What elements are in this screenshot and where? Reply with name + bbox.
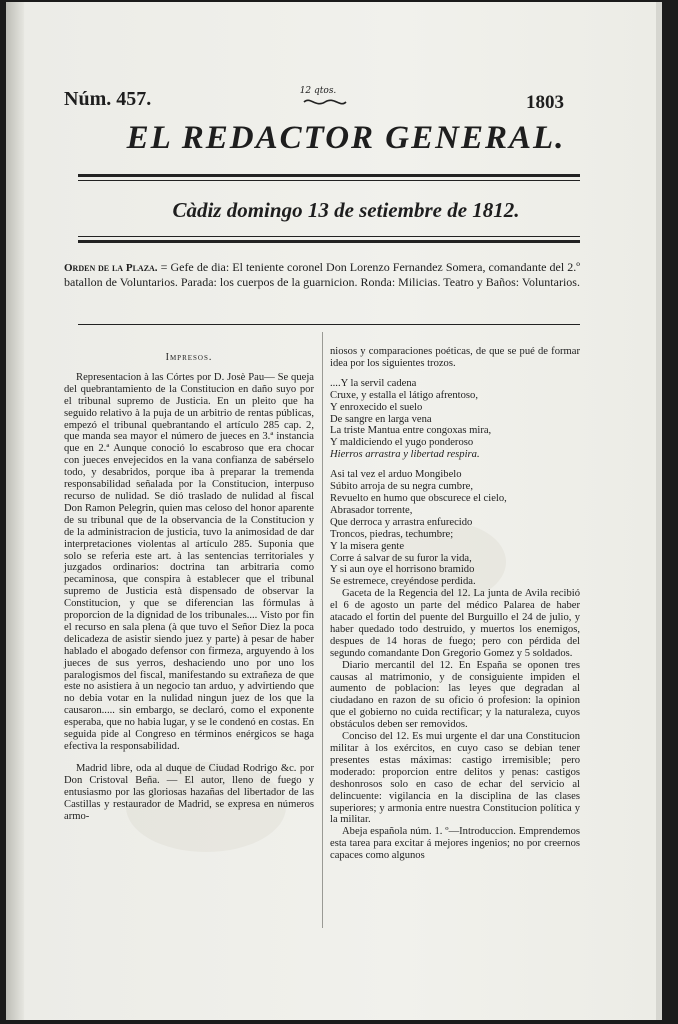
verse-line: Revuelto en humo que obscurece el cielo,: [330, 492, 507, 504]
masthead-rule-thin: [78, 180, 580, 181]
abeja-paragraph: Abeja española núm. 1. º—Introduccion. Emprendemos esta tarea para excitar á mejores ingenios; no por creernos capaces como algunos: [330, 826, 580, 862]
left-column: [64, 346, 314, 822]
verse-line: Cruxe, y estalla el látigo afrentoso,: [330, 389, 478, 401]
verse-line: La triste Mantua entre congoxas mira,: [330, 425, 492, 437]
verse-line: Y enroxecido el suelo: [330, 401, 423, 413]
page-edge: [656, 2, 662, 1020]
orden-text: = Gefe de dia: El teniente coronel Don Lorenzo Fernandez Somera, comandante del 2.º batallon de Voluntarios. Parada: los cuerpos de la guarnicion. Ronda: Milicias. Teatro y Baños: Voluntarios.: [64, 260, 580, 289]
verse-line: Troncos, piedras, techumbre;: [330, 528, 454, 540]
verse-stanza-2: [330, 469, 580, 588]
column-divider: [322, 332, 323, 928]
verse-line: Corre á salvar de su furor la vida,: [330, 552, 472, 564]
issue-year: 1803: [526, 92, 564, 113]
verse-line: Abrasador torrente,: [330, 504, 413, 516]
gaceta-paragraph: Gaceta de la Regencia del 12. La junta de Avila recibió el 6 de agosto un parte del médico Palarea de haber atacado el fortin del puente del Burguillo el 24 de julio, y haber quedado todo destruido, y muertos los enemigos, despues de 14 horas de fuego; pero con pérdida del segundo comandante Don Gregorio Gomez y 5 soldados.: [330, 588, 580, 659]
verse-line: Y si aun oye el horrisono bramido: [330, 564, 475, 576]
verse-line: Y la misera gente: [330, 540, 405, 552]
orden-de-la-plaza: [64, 260, 580, 289]
right-column: [330, 346, 580, 862]
verse-line: Y maldiciendo el yugo ponderoso: [330, 437, 474, 449]
ornament-flourish-icon: [302, 96, 348, 108]
issue-number: Núm. 457.: [64, 88, 152, 110]
orden-heading: Orden de la Plaza.: [64, 262, 158, 274]
dateline: Càdiz domingo 13 de setiembre de 1812.: [172, 198, 520, 222]
dateline-rule: [78, 240, 580, 243]
section-rule: [78, 324, 580, 325]
verse-line: De sangre en larga vena: [330, 413, 432, 425]
madrid-libre-paragraph: Madrid libre, oda al duque de Ciudad Rodrigo &c. por Don Cristoval Beña. — El autor, lleno de fuego y entusiasmo por las gloriosas hazañas del libertador de las Castillas y restaurador de Madrid, se expresa en números armo-: [64, 762, 314, 822]
verse-line: ....Y la servil cadena: [330, 377, 417, 389]
continuation-paragraph: niosos y comparaciones poéticas, de que se pué de formar idea por los siguientes trozos.: [330, 346, 580, 369]
verse-stanza-1: [330, 378, 580, 461]
newspaper-page: [6, 2, 662, 1020]
price-label: 12 qtos.: [299, 86, 337, 96]
conciso-paragraph: Conciso del 12. Es mui urgente el dar una Constitucion militar à los exércitos, en cuyo caso se debian tener presentes estas máximas: castigo irremisible; pero moderado: proporcion entre delitos y penas: castigos deshonrosos solo en caso de echar del servicio al delincuente: vigilancia en la disciplina de las clases superiores; y armonia entre nuestra Constitucion política y la militar.: [330, 731, 580, 826]
representacion-paragraph: Representacion à las Córtes por D. Josè Pau— Se queja del quebrantamiento de la Constitucion en daño suyo por el tribunal supremo de Justicia. En un pleito que ha seguido relativo à la puja de un arbitrio de rentas públicas, empezó el tribunal quebrantando el artículo 285 cap. 2, que manda sea mayor el número de jueces en 3.ª instancia que en 2.ª Aunque conoció lo escabroso que era chocar con jueces envejecidos en la vana confianza de sabérselo todo, y desabridos, porque iba à preparar la tremenda responsabilidad señalada por la Constitucion, interpuso recurso de nulidad. Se dió traslado de nulidad al fiscal Don Ramon Pelegrin, quien mas celoso del honor aparente de su tribunal que de la observancia de la Constitucion y de la administracion de justicia, tuvo la animosidad de dar interpretaciones violentas al artículo 285. Suponia que solo se referia este art. à las sentencias territoriales y juzgados ordinarios: doctrina tan arbitraria como pecaminosa, que conspira à establecer que el tribunal supremo de Justicia està dispensado de observar la Constitucion, y que se diferencian las fórmulas à proporcion de la dignidad de los tribunales.... Visto por fin el recurso en sala plena (à que tuvo el Señor Diez la poca delicadeza de asistir siendo juez y parte) à pesar de haber hablado el abogado defensor con firmeza, arguyendo à los jueces de sus yerros, deshaciendo uno por uno los paralogismos del fiscal, manifestando su extrañeza de que este no asistiera à un negocio tan arduo, y advirtiendo que no debia votar en la nulidad ningun juez de los que la causaron..... sin embargo, se declaró, como el exponente esperaba, que no habia lugar, y se le condenó en costas. En seguida pide al Congreso en términos enérgicos se haga efectiva la responsabilidad.: [64, 371, 314, 752]
dateline-rule-thin: [78, 236, 580, 237]
impresos-heading: Impresos.: [165, 352, 213, 363]
verse-line: Asi tal vez el arduo Mongibelo: [330, 469, 462, 481]
verse-line: Que derroca y arrastra enfurecido: [330, 516, 473, 528]
verse-line: Hierros arrastra y libertad respira.: [330, 449, 480, 461]
masthead-title: EL REDACTOR GENERAL.: [126, 120, 566, 156]
masthead-rule: [78, 174, 580, 177]
verse-line: Súbito arroja de su negra cumbre,: [330, 481, 473, 493]
binding-gutter: [6, 2, 24, 1020]
diario-paragraph: Diario mercantil del 12. En España se oponen tres causas al matrimonio, y de consiguiente impiden el aumento de poblacion: las leyes que degradan al ciudadano en razon de su oficio ó profesion: la opinion que el gobierno no cuida rectificar; y la naturaleza, cuyos obstáculos deben ser removidos.: [330, 659, 580, 731]
verse-line: Se estremece, creyéndose perdida.: [330, 576, 476, 588]
